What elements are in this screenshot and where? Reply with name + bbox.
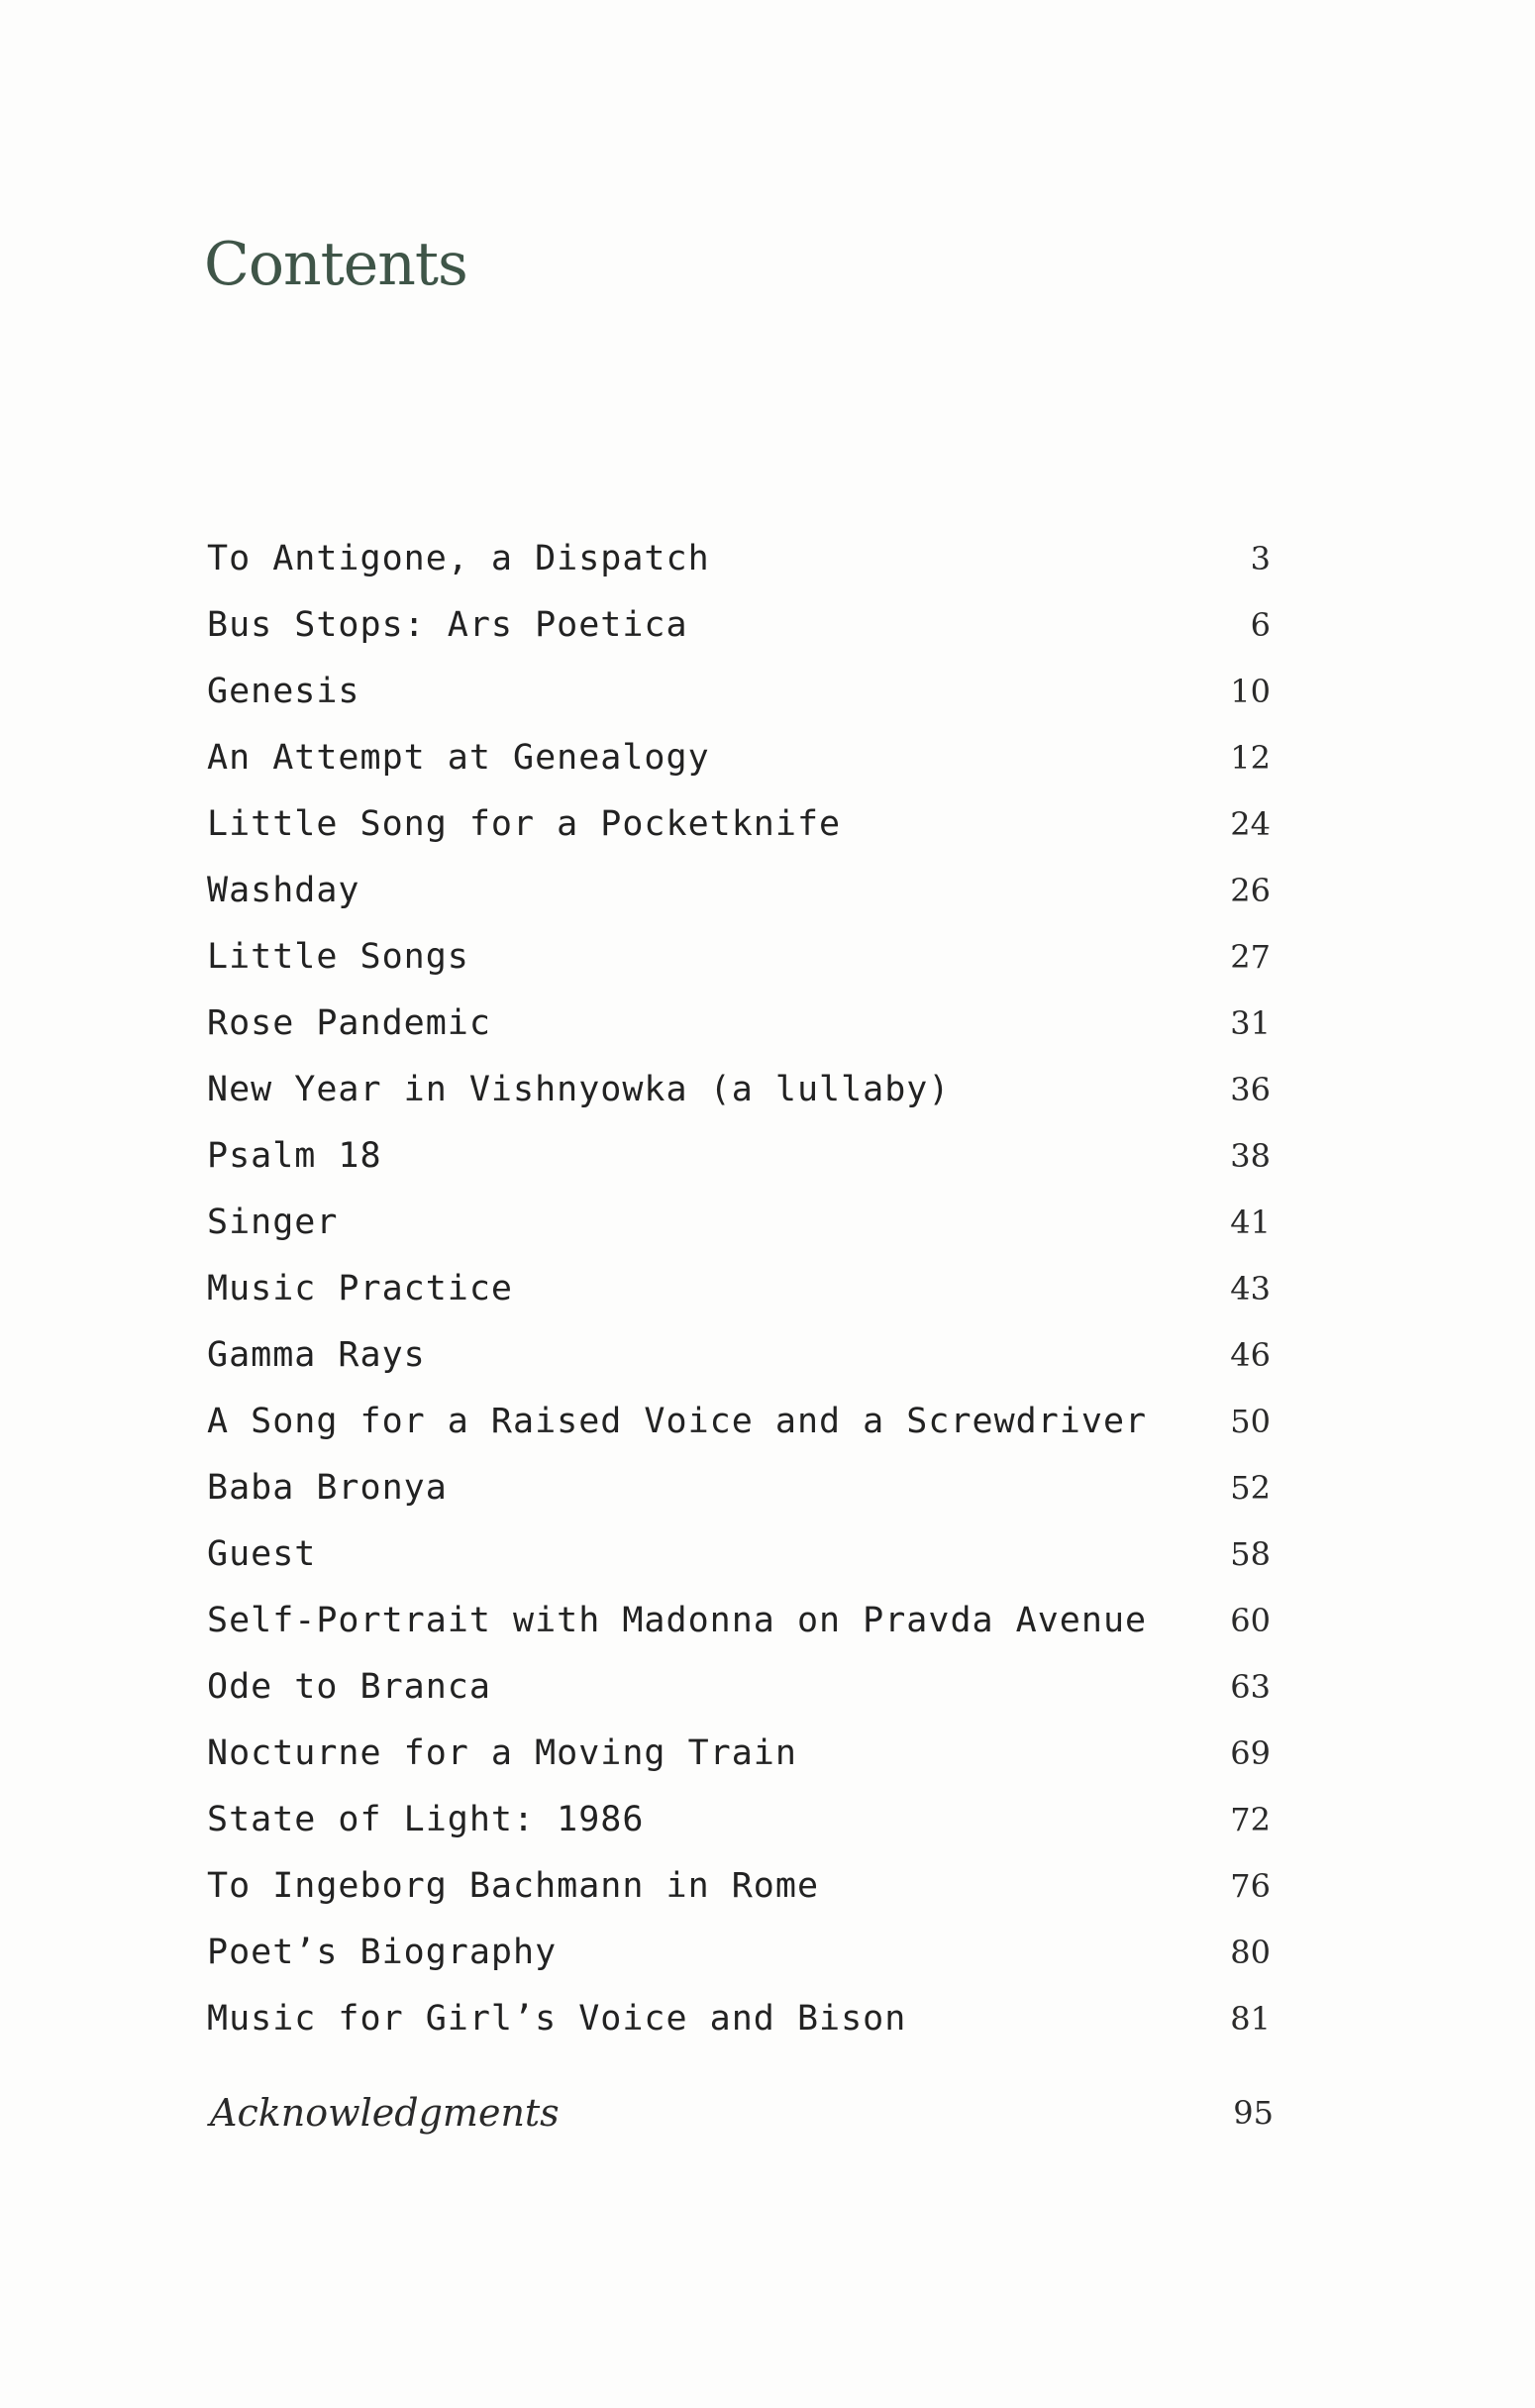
toc-entry-page: 24 [1230, 804, 1271, 843]
toc-entry-page: 60 [1230, 1601, 1271, 1639]
toc-entry [207, 990, 1271, 1056]
toc-entry-page: 36 [1230, 1070, 1271, 1108]
toc-entry-title: Music for Girl’s Voice and Bison [207, 1998, 907, 2039]
toc-entry-title: Little Songs [207, 936, 469, 977]
toc-entry [207, 1786, 1271, 1852]
toc-entry-page: 63 [1230, 1667, 1271, 1706]
toc-entry [207, 1056, 1271, 1122]
acknowledgments-entry [210, 2078, 1274, 2147]
toc-entry [207, 1189, 1271, 1255]
acknowledgments-title: Acknowledgments [210, 2091, 560, 2135]
toc-entry-title: Bus Stops: Ars Poetica [207, 604, 688, 645]
toc-entry-page: 12 [1230, 738, 1271, 777]
toc-entry [207, 923, 1271, 990]
toc-entry-page: 6 [1250, 605, 1271, 644]
toc-entry-page: 43 [1230, 1269, 1271, 1308]
toc-entry-page: 31 [1230, 1003, 1271, 1042]
toc-entry-page: 38 [1230, 1136, 1271, 1175]
toc-entry [207, 1587, 1271, 1653]
toc-entry [207, 857, 1271, 923]
toc-entry-title: Baba Bronya [207, 1467, 448, 1508]
toc-entry-title: Rose Pandemic [207, 1002, 491, 1043]
toc-entry-title: To Antigone, a Dispatch [207, 538, 710, 578]
toc-entry [207, 790, 1271, 857]
toc-entry [207, 1388, 1271, 1454]
toc-entry [207, 1985, 1271, 2051]
toc-entry-title: Nocturne for a Moving Train [207, 1732, 797, 1773]
toc-entry-page: 41 [1230, 1203, 1271, 1241]
toc-entry-title: An Attempt at Genealogy [207, 737, 710, 778]
toc-entry-page: 69 [1230, 1733, 1271, 1772]
toc-entry-title: New Year in Vishnyowka (a lullaby) [207, 1069, 951, 1109]
toc-entry-title: Self-Portrait with Madonna on Pravda Avenue [207, 1600, 1148, 1640]
page-title: Contents [204, 230, 467, 299]
toc-entry-title: Ode to Branca [207, 1666, 491, 1707]
toc-entry [207, 658, 1271, 724]
toc-entry [207, 724, 1271, 790]
acknowledgments-page: 95 [1233, 2094, 1274, 2132]
toc-list [207, 525, 1271, 2051]
toc-entry-page: 3 [1250, 539, 1271, 577]
toc-entry [207, 1454, 1271, 1520]
toc-entry-page: 50 [1230, 1402, 1271, 1440]
toc-entry-page: 46 [1230, 1335, 1271, 1374]
toc-entry-page: 10 [1230, 672, 1271, 710]
toc-entry-page: 27 [1230, 937, 1271, 976]
toc-entry-page: 72 [1230, 1800, 1271, 1838]
toc-entry-title: Genesis [207, 671, 360, 711]
toc-entry-page: 58 [1230, 1534, 1271, 1573]
toc-entry-title: Washday [207, 870, 360, 910]
toc-entry-title: To Ingeborg Bachmann in Rome [207, 1865, 820, 1906]
toc-entry-title: Little Song for a Pocketknife [207, 803, 842, 844]
toc-entry-page: 76 [1230, 1866, 1271, 1905]
toc-entry [207, 591, 1271, 658]
toc-entry [207, 1919, 1271, 1985]
toc-entry [207, 1255, 1271, 1321]
toc-entry [207, 1520, 1271, 1587]
toc-entry [207, 1321, 1271, 1388]
toc-entry [207, 525, 1271, 591]
toc-entry [207, 1720, 1271, 1786]
toc-entry-title: Guest [207, 1533, 317, 1574]
toc-entry [207, 1653, 1271, 1720]
toc-entry-page: 81 [1230, 1999, 1271, 2038]
toc-entry-page: 26 [1230, 871, 1271, 909]
toc-entry-title: A Song for a Raised Voice and a Screwdriver [207, 1401, 1148, 1441]
toc-entry [207, 1852, 1271, 1919]
toc-entry-title: Psalm 18 [207, 1135, 382, 1176]
toc-entry-title: State of Light: 1986 [207, 1799, 645, 1839]
toc-entry-page: 52 [1230, 1468, 1271, 1507]
toc-entry-title: Poet’s Biography [207, 1932, 558, 1972]
toc-entry-title: Music Practice [207, 1268, 514, 1309]
toc-entry-title: Gamma Rays [207, 1334, 426, 1375]
toc-entry-page: 80 [1230, 1933, 1271, 1971]
toc-entry-title: Singer [207, 1202, 339, 1242]
toc-entry [207, 1122, 1271, 1189]
